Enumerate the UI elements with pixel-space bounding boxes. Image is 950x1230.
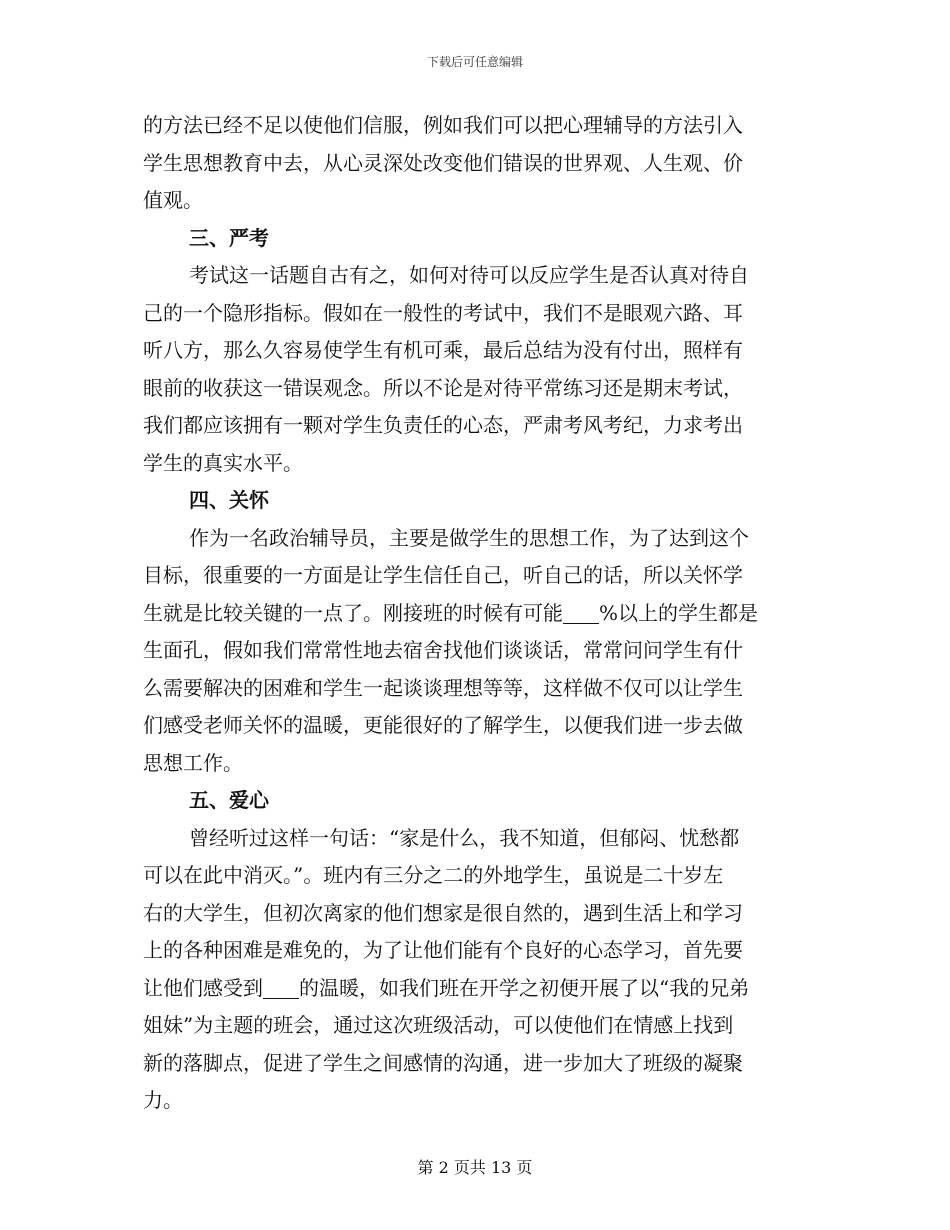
line-text: 们感受老师关怀的温暖，更能很好的了解学生，以便我们进一步去做	[143, 713, 743, 737]
line-text: 我们都应该拥有一颗对学生负责任的心态，严肃考风考纪，力求考出	[143, 413, 743, 437]
section-heading	[143, 220, 808, 258]
text-line	[143, 707, 808, 745]
line-text: 曾经听过这样一句话：“家是什么，我不知道，但郁闷、忧愁都	[189, 825, 740, 850]
text-line	[143, 970, 808, 1008]
line-text: 的方法已经不足以使他们信服，例如我们可以把心理辅导的方法引入	[143, 113, 743, 137]
text-line	[143, 595, 808, 633]
text-line	[143, 145, 808, 183]
line-text: 听八方，那么久容易使学生有机可乘，最后总结为没有付出，照样有	[143, 338, 743, 362]
line-text: 让他们感受到	[143, 975, 263, 1000]
text-line	[143, 407, 808, 445]
line-text: 么需要解决的困难和学生一起谈谈理想等等，这样做不仅可以让学生	[143, 675, 743, 700]
text-line	[143, 1082, 808, 1120]
text-line	[143, 857, 808, 895]
section-heading	[143, 782, 808, 820]
line-text: 考试这一话题自古有之，如何对待可以反应学生是否认真对待自	[189, 263, 749, 287]
line-text: 上的各种困难是难免的，为了让他们能有个良好的心态学习，首先要	[143, 938, 743, 962]
text-line	[143, 332, 808, 370]
line-text: 眼前的收获这一错误观念。所以不论是对待平常练习还是期末考试，	[143, 375, 743, 400]
text-line	[143, 445, 808, 483]
line-text: 目标，很重要的一方面是让学生信任自己，听自己的话，所以关怀学	[143, 563, 743, 587]
line-text: 生面孔，假如我们常常性地去宿舍找他们谈谈话，常常问问学生有什	[143, 638, 743, 662]
line-text: 右的大学生，但初次离家的他们想家是很自然的，遇到生活上和学习	[143, 900, 743, 925]
text-line	[143, 370, 808, 408]
line-text: 五、爱心	[189, 788, 269, 812]
page-footer: 第 2 页共 13 页	[417, 1158, 533, 1177]
text-line	[143, 107, 808, 145]
line-text: 学生思想教育中去，从心灵深处改变他们错误的世界观、人生观、价	[143, 150, 743, 175]
line-text: 四、关怀	[189, 488, 269, 512]
line-text: 姐妹”为主题的班会，通过这次班级活动，可以使他们在情感上找到	[143, 1013, 734, 1037]
text-line	[143, 745, 808, 783]
section-heading	[143, 482, 808, 520]
line-text: 力。	[143, 1088, 183, 1112]
text-line	[143, 182, 808, 220]
text-line	[143, 557, 808, 595]
line-text: %以上的学生都是	[599, 600, 759, 625]
line-text: 思想工作。	[143, 750, 243, 775]
line-text: 作为一名政治辅导员，主要是做学生的思想工作，为了达到这个	[189, 525, 749, 550]
line-text: 新的落脚点，促进了学生之间感情的沟通，进一步加大了班级的凝聚	[143, 1050, 743, 1075]
fill-in-blank	[563, 603, 599, 624]
text-line	[143, 632, 808, 670]
text-line	[143, 1045, 808, 1083]
text-line	[143, 257, 808, 295]
page-header: 下载后可任意编辑	[426, 55, 523, 69]
document-body	[143, 107, 808, 1120]
line-text: 值观。	[143, 188, 203, 212]
line-text: 的温暖，如我们班在开学之初便开展了以“我的兄弟	[299, 975, 750, 1000]
fill-in-blank	[263, 978, 299, 999]
text-line	[143, 670, 808, 708]
line-text: 学生的真实水平。	[143, 450, 303, 475]
line-text: 可以在此中消灭。”。班内有三分之二的外地学生，虽说是二十岁左	[143, 863, 724, 887]
text-line	[143, 1007, 808, 1045]
line-text: 生就是比较关键的一点了。刚接班的时候有可能	[143, 600, 563, 625]
line-text: 己的一个隐形指标。假如在一般性的考试中，我们不是眼观六路、耳	[143, 300, 743, 325]
text-line	[143, 520, 808, 558]
text-line	[143, 895, 808, 933]
text-line	[143, 295, 808, 333]
text-line	[143, 932, 808, 970]
line-text: 三、严考	[189, 225, 269, 250]
text-line	[143, 820, 808, 858]
